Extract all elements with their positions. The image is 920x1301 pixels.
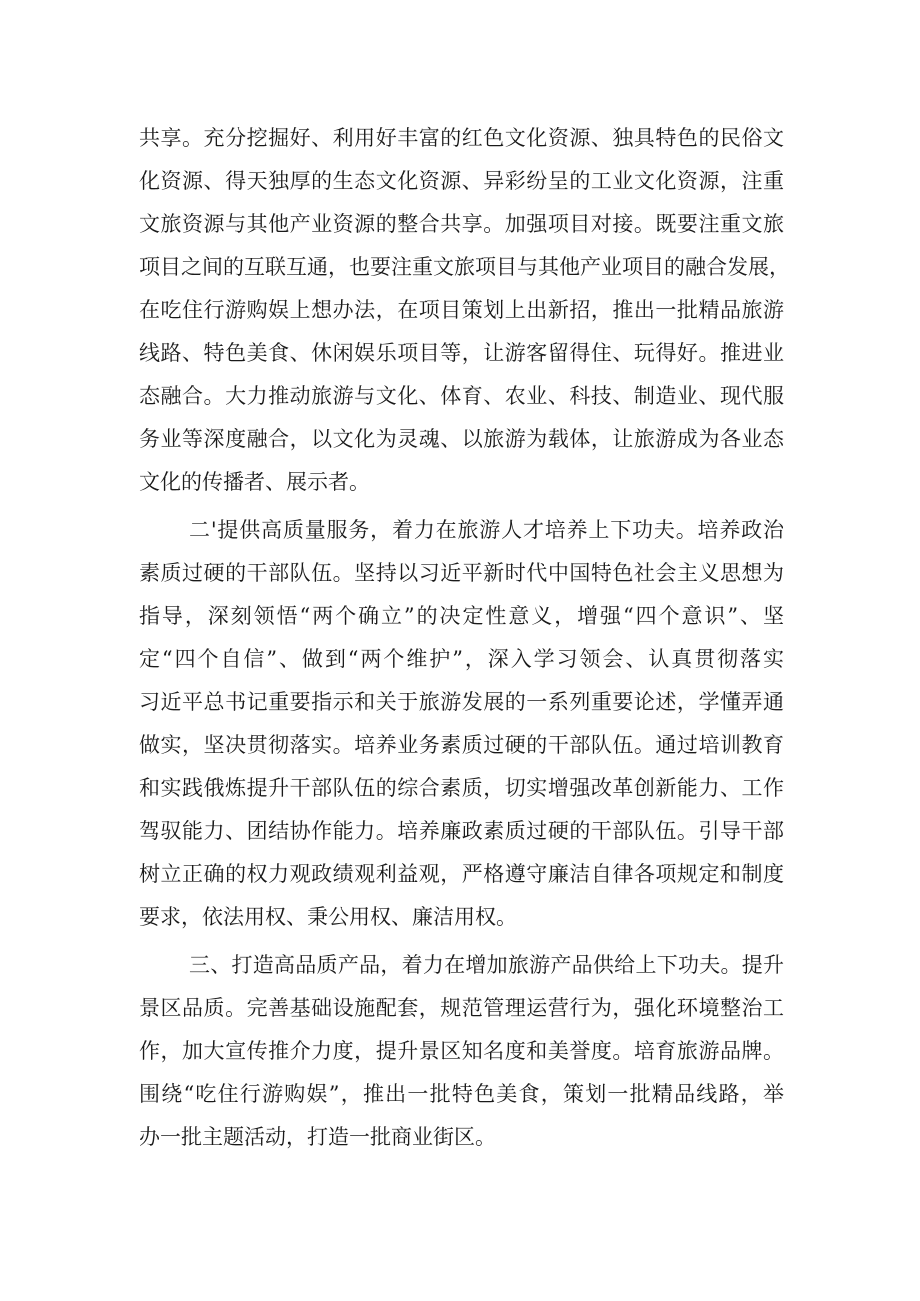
- text-line: 景区品质。完善基础设施配套，规范管理运营行为，强化环境整治工: [139, 996, 784, 1020]
- text-line: 树立正确的权力观政绩观利益观，严格遵守廉洁自律各项规定和制度: [139, 862, 784, 886]
- paragraph-1: [139, 117, 790, 504]
- text-line: 素质过硬的干部队伍。坚持以习近平新时代中国特色社会主义思想为: [139, 561, 784, 585]
- text-line: 办一批主题活动，打造一批商业街区。: [139, 1125, 496, 1149]
- document-body: [139, 117, 790, 1159]
- text-line: 定“四个自信”、做到“两个维护”，深入学习领会、认真贯彻落实: [139, 647, 784, 671]
- text-line: 做实，坚决贯彻落实。培养业务素质过硬的干部队伍。通过培训教育: [139, 733, 784, 757]
- text-line: 文旅资源与其他产业资源的整合共享。加强项目对接。既要注重文旅: [139, 212, 784, 236]
- text-line: 化资源、得天独厚的生态文化资源、异彩纷呈的工业文化资源，注重: [139, 169, 784, 193]
- text-line: 二'提供高质量服务，着力在旅游人才培养上下功夫。培养政治: [189, 518, 784, 542]
- text-line: 在吃住行游购娱上想办法，在项目策划上出新招，推出一批精品旅游: [139, 298, 784, 322]
- text-line: 作，加大宣传推介力度，提升景区知名度和美誉度。培育旅游品牌。: [139, 1039, 784, 1063]
- text-line: 线路、特色美食、休闲娱乐项目等，让游客留得住、玩得好。推进业: [139, 341, 784, 365]
- text-line: 务业等深度融合，以文化为灵魂、以旅游为载体，让旅游成为各业态: [139, 427, 784, 451]
- text-line: 和实践俄炼提升干部队伍的综合素质，切实增强改革创新能力、工作: [139, 776, 784, 800]
- text-line: 共享。充分挖掘好、利用好丰富的红色文化资源、独具特色的民俗文: [139, 126, 784, 150]
- text-line: 文化的传播者、展示者。: [139, 470, 370, 494]
- text-line: 驾驭能力、团结协作能力。培养廉政素质过硬的干部队伍。引导干部: [139, 819, 784, 843]
- text-line: 态融合。大力推动旅游与文化、体育、农业、科技、制造业、现代服: [139, 384, 784, 408]
- paragraph-3: [139, 944, 784, 1159]
- paragraph-2: [139, 509, 784, 939]
- text-line: 指导，深刻领悟“两个确立”的决定性意义，增强“四个意识”、坚: [139, 604, 784, 628]
- text-line: 三、打造高品质产品，着力在增加旅游产品供给上下功夫。提升: [189, 953, 784, 977]
- text-line: 要求，依法用权、秉公用权、廉洁用权。: [139, 905, 517, 929]
- text-line: 围绕“吃住行游购娱”，推出一批特色美食，策划一批精品线路，举: [139, 1082, 784, 1106]
- text-line: 项目之间的互联互通，也要注重文旅项目与其他产业项目的融合发展，: [139, 255, 790, 279]
- text-line: 习近平总书记重要指示和关于旅游发展的一系列重要论述，学懂弄通: [139, 690, 784, 714]
